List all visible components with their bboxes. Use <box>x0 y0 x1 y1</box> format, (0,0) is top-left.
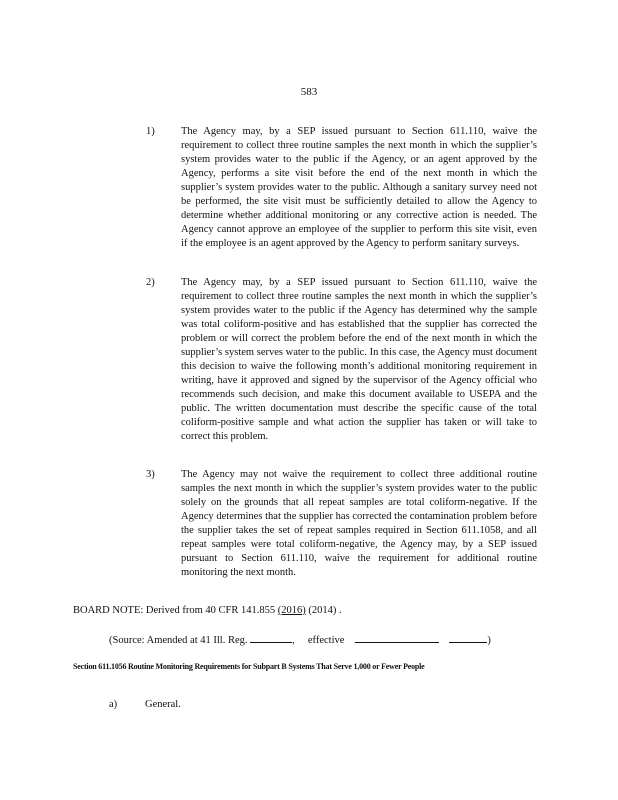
effective-date-blank <box>355 632 439 643</box>
source-comma: , <box>292 635 295 646</box>
effective-year-blank <box>449 632 487 643</box>
source-effective: effective <box>307 635 345 646</box>
subsection-heading <box>109 698 181 712</box>
section-heading: Section 611.1056 Routine Monitoring Requirements for Subpart B Systems That Serve 1,000 or Fewer People <box>73 662 425 671</box>
page-number: 583 <box>300 86 318 98</box>
item-label: 1) <box>146 126 155 137</box>
item-text: The Agency may, by a SEP issued pursuant to Section 611.110, waive the requirement to collect three routine samples the next month in which the supplier’s system provides water to the public if the Agency has determined why the sample was total coliform-positive and has established that the supplier has corrected the problem or will correct the problem before the end of the next month in which the supplier’s system serves water to the public. In this case, the Agency must document this decision to waive the following month’s additional monitoring requirement in writing, have it approved and signed by the supervisor of the Agency official who recommends such decision, and make this document available to USEPA and the public. The written documentation must describe the specific cause of the total coliform-positive sample and what action the supplier has taken or will take to correct this problem. <box>181 277 537 442</box>
board-note-suffix: . <box>339 605 342 616</box>
register-volume-blank <box>250 632 292 643</box>
source-note <box>109 632 529 648</box>
item-text: The Agency may, by a SEP issued pursuant to Section 611.110, waive the requirement to collect three routine samples the next month in which the supplier’s system provides water to the public if the Agency, or an agent approved by the Agency, performs a site visit before the end of the next month in which the supplier’s system provides water to the public. Although a sanitary survey need not be performed, the site visit must be sufficiently detailed to allow the Agency to determine whether additional monitoring or any corrective action is needed. The Agency cannot approve an employee of the supplier to perform this site visit, even if the employee is an agent approved by the Agency to perform sanitary surveys. <box>181 126 537 249</box>
board-note <box>73 604 553 618</box>
subsection-text: General. <box>145 699 181 710</box>
board-note-new-year: (2016) <box>277 605 306 616</box>
board-note-prefix: BOARD NOTE: Derived from 40 CFR 141.855 <box>73 605 276 616</box>
item-label: 3) <box>146 469 155 480</box>
item-label: 2) <box>146 277 155 288</box>
board-note-old-year: (2014) <box>308 605 337 616</box>
source-prefix: (Source: Amended at 41 Ill. Reg. <box>109 635 248 646</box>
item-text: The Agency may not waive the requirement to collect three additional routine samples the next month in which the supplier’s system provides water to the public solely on the grounds that all repeat samples are total coliform-negative. If the Agency determines that the supplier has corrected the contamination problem before the supplier takes the set of repeat samples required in Section 611.1058, and all repeat samples were total coliform-negative, the Agency may, by a SEP issued pursuant to Section 611.110, waive the requirement for additional routine monitoring the next month. <box>181 469 537 578</box>
subsection-label: a) <box>109 699 118 710</box>
source-close: ) <box>487 635 491 646</box>
